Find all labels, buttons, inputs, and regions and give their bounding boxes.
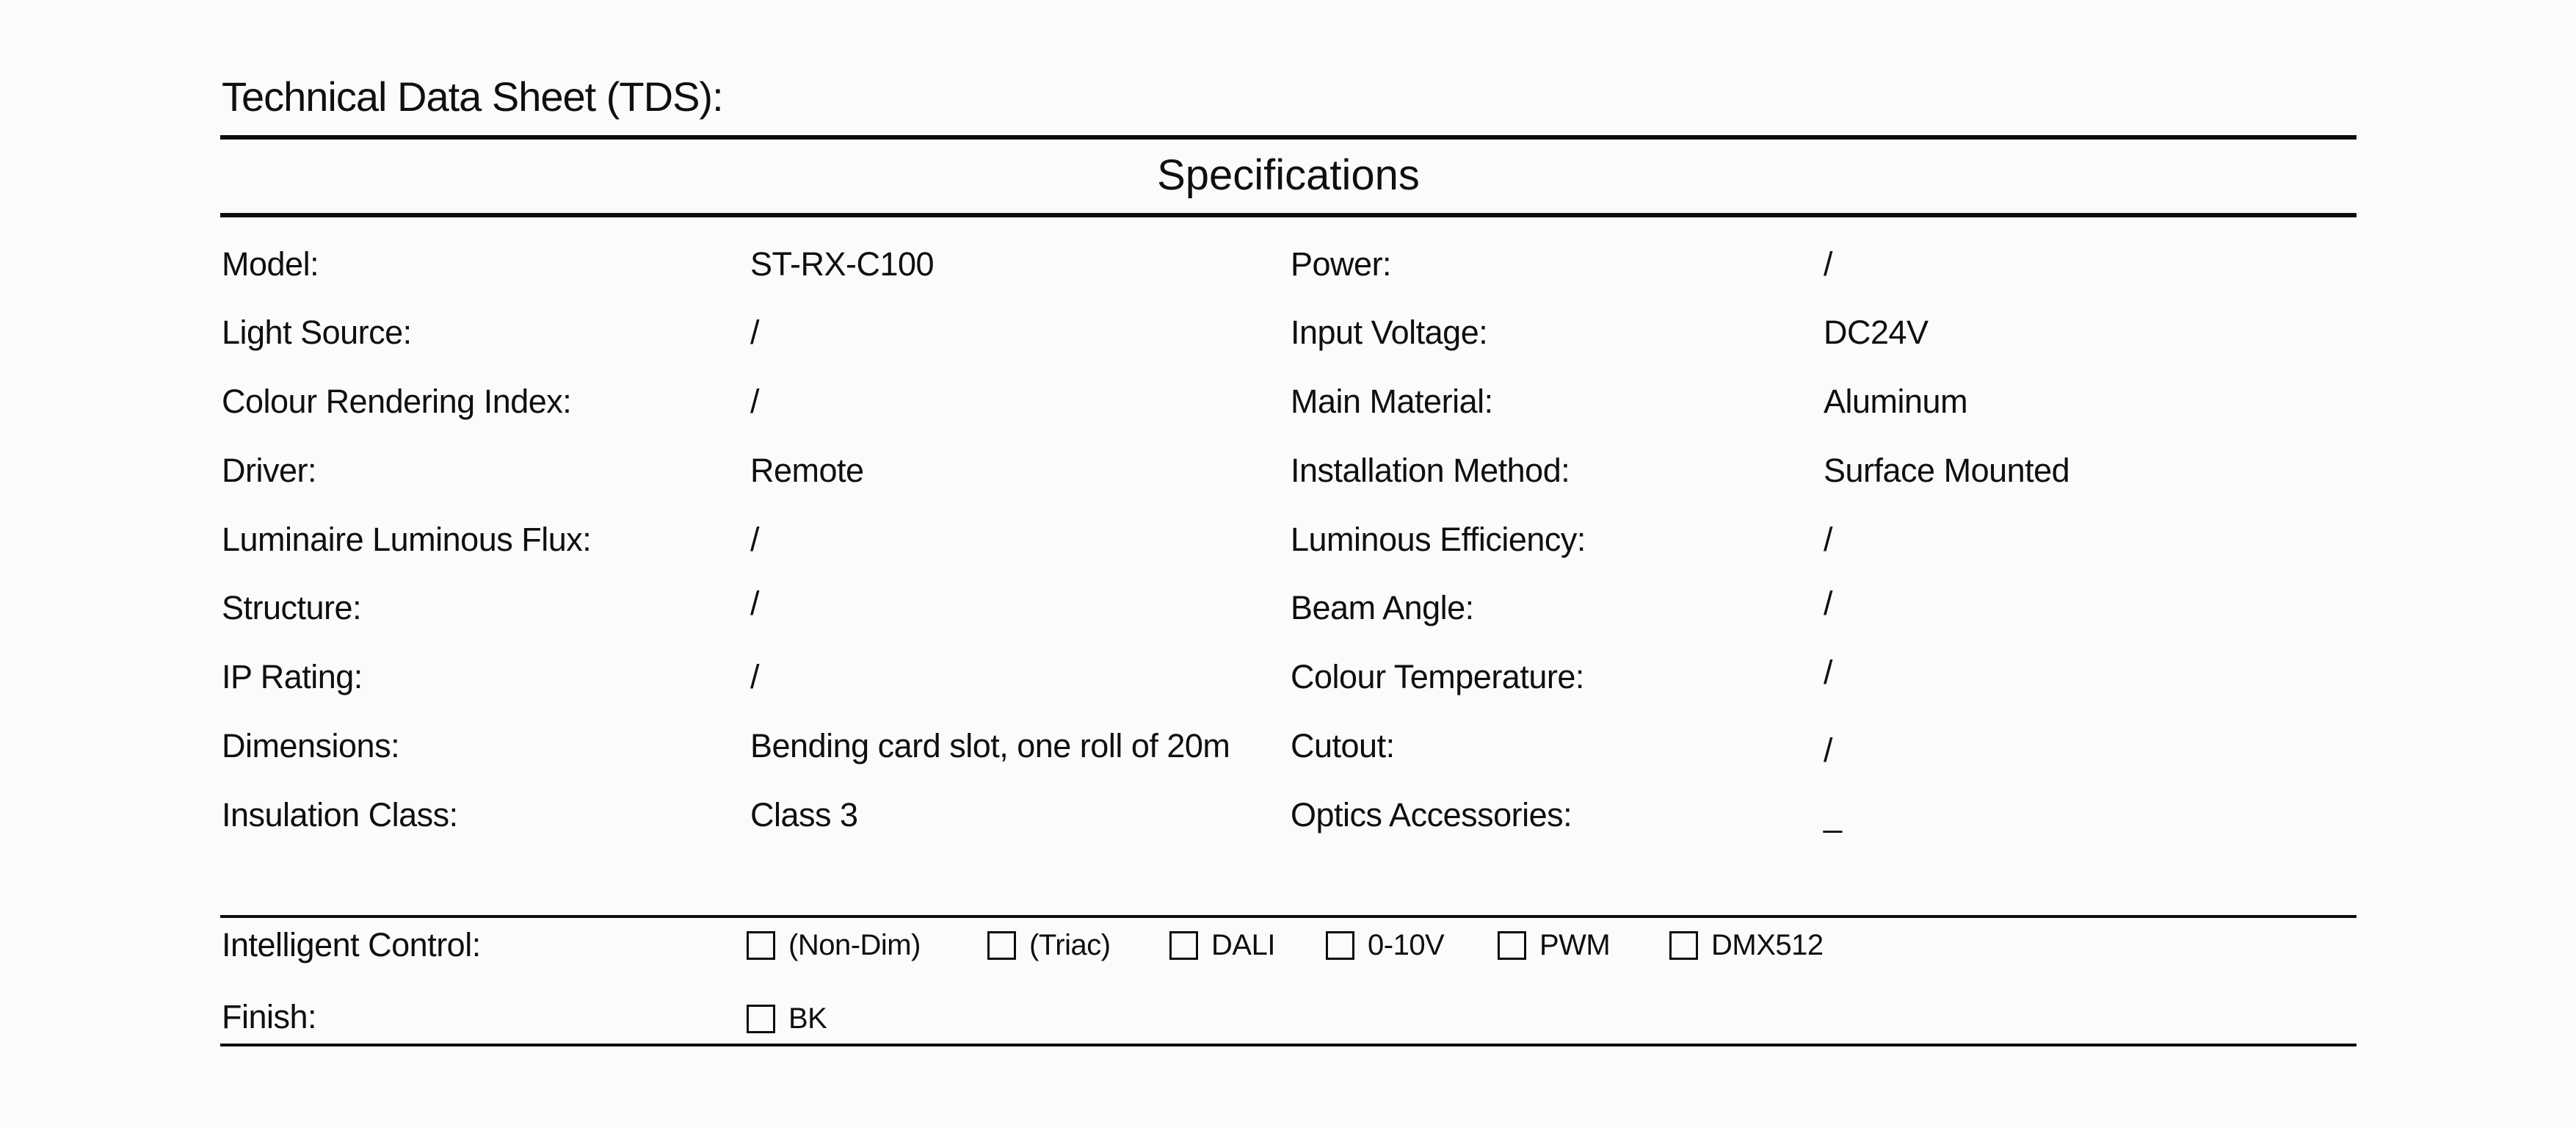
spec-label: Cutout: — [1291, 727, 1395, 764]
spec-label: Input Voltage: — [1291, 314, 1488, 351]
spec-label: Light Source: — [222, 314, 412, 351]
spec-value: / — [1824, 245, 1833, 283]
header-divider-line — [220, 213, 2357, 217]
spec-value: / — [1824, 585, 1833, 622]
spec-label: IP Rating: — [222, 658, 363, 695]
control-option-pwm — [1498, 929, 1610, 961]
spec-value: ST-RX-C100 — [750, 245, 935, 283]
checkbox-bk[interactable] — [747, 1005, 775, 1033]
checkbox-pwm[interactable] — [1498, 931, 1526, 960]
control-section-bottom-line — [220, 1044, 2357, 1046]
spec-label: Luminaire Luminous Flux: — [222, 521, 592, 558]
control-option-dmx512 — [1669, 929, 1824, 961]
control-option-non-dim — [747, 929, 921, 961]
spec-value: Aluminum — [1824, 383, 1968, 420]
checkbox-label: 0-10V — [1368, 929, 1445, 961]
spec-value: / — [1824, 521, 1833, 558]
spec-label: Colour Temperature: — [1291, 658, 1584, 695]
control-option-0-10v — [1326, 929, 1444, 961]
spec-label: Structure: — [222, 589, 362, 626]
checkbox-label: DMX512 — [1711, 929, 1824, 961]
spec-label: Driver: — [222, 452, 316, 489]
spec-value: Remote — [750, 452, 864, 489]
checkbox-0-10v[interactable] — [1326, 931, 1354, 960]
page-title: Technical Data Sheet (TDS): — [222, 73, 723, 120]
spec-label: Luminous Efficiency: — [1291, 521, 1586, 558]
spec-label: Insulation Class: — [222, 796, 458, 834]
spec-value: / — [750, 383, 760, 420]
spec-value: / — [750, 521, 760, 558]
spec-label: Beam Angle: — [1291, 589, 1474, 626]
spec-value: / — [1824, 731, 1833, 769]
checkbox-label: (Non-Dim) — [788, 929, 921, 961]
title-divider-line — [220, 135, 2357, 140]
spec-label: Dimensions: — [222, 727, 400, 764]
checkbox-non-dim[interactable] — [747, 931, 775, 960]
spec-label: Installation Method: — [1291, 452, 1570, 489]
control-option-triac — [987, 929, 1111, 961]
checkbox-triac[interactable] — [987, 931, 1016, 960]
spec-value: / — [1824, 654, 1833, 691]
finish-label: Finish: — [222, 998, 317, 1035]
checkbox-dali[interactable] — [1169, 931, 1198, 960]
spec-value: Class 3 — [750, 796, 858, 834]
spec-label: Optics Accessories: — [1291, 796, 1572, 834]
spec-value: Bending card slot, one roll of 20m — [750, 727, 1230, 764]
section-header: Specifications — [1157, 151, 1420, 199]
spec-value: / — [750, 658, 760, 695]
checkbox-label: BK — [788, 1002, 827, 1035]
spec-value: / — [750, 314, 760, 351]
control-section-top-line — [220, 915, 2357, 918]
control-option-dali — [1169, 929, 1275, 961]
checkbox-dmx512[interactable] — [1669, 931, 1698, 960]
spec-value: Surface Mounted — [1824, 452, 2070, 489]
spec-value: DC24V — [1824, 314, 1929, 351]
checkbox-label: (Triac) — [1029, 929, 1111, 961]
spec-value: _ — [1824, 796, 1842, 834]
spec-value: / — [750, 585, 760, 622]
spec-label: Model: — [222, 245, 319, 283]
spec-label: Power: — [1291, 245, 1392, 283]
checkbox-label: PWM — [1539, 929, 1611, 961]
intelligent-control-label: Intelligent Control: — [222, 926, 481, 964]
checkbox-label: DALI — [1211, 929, 1275, 961]
spec-label: Colour Rendering Index: — [222, 383, 572, 420]
spec-label: Main Material: — [1291, 383, 1493, 420]
finish-option-bk — [747, 1002, 827, 1035]
